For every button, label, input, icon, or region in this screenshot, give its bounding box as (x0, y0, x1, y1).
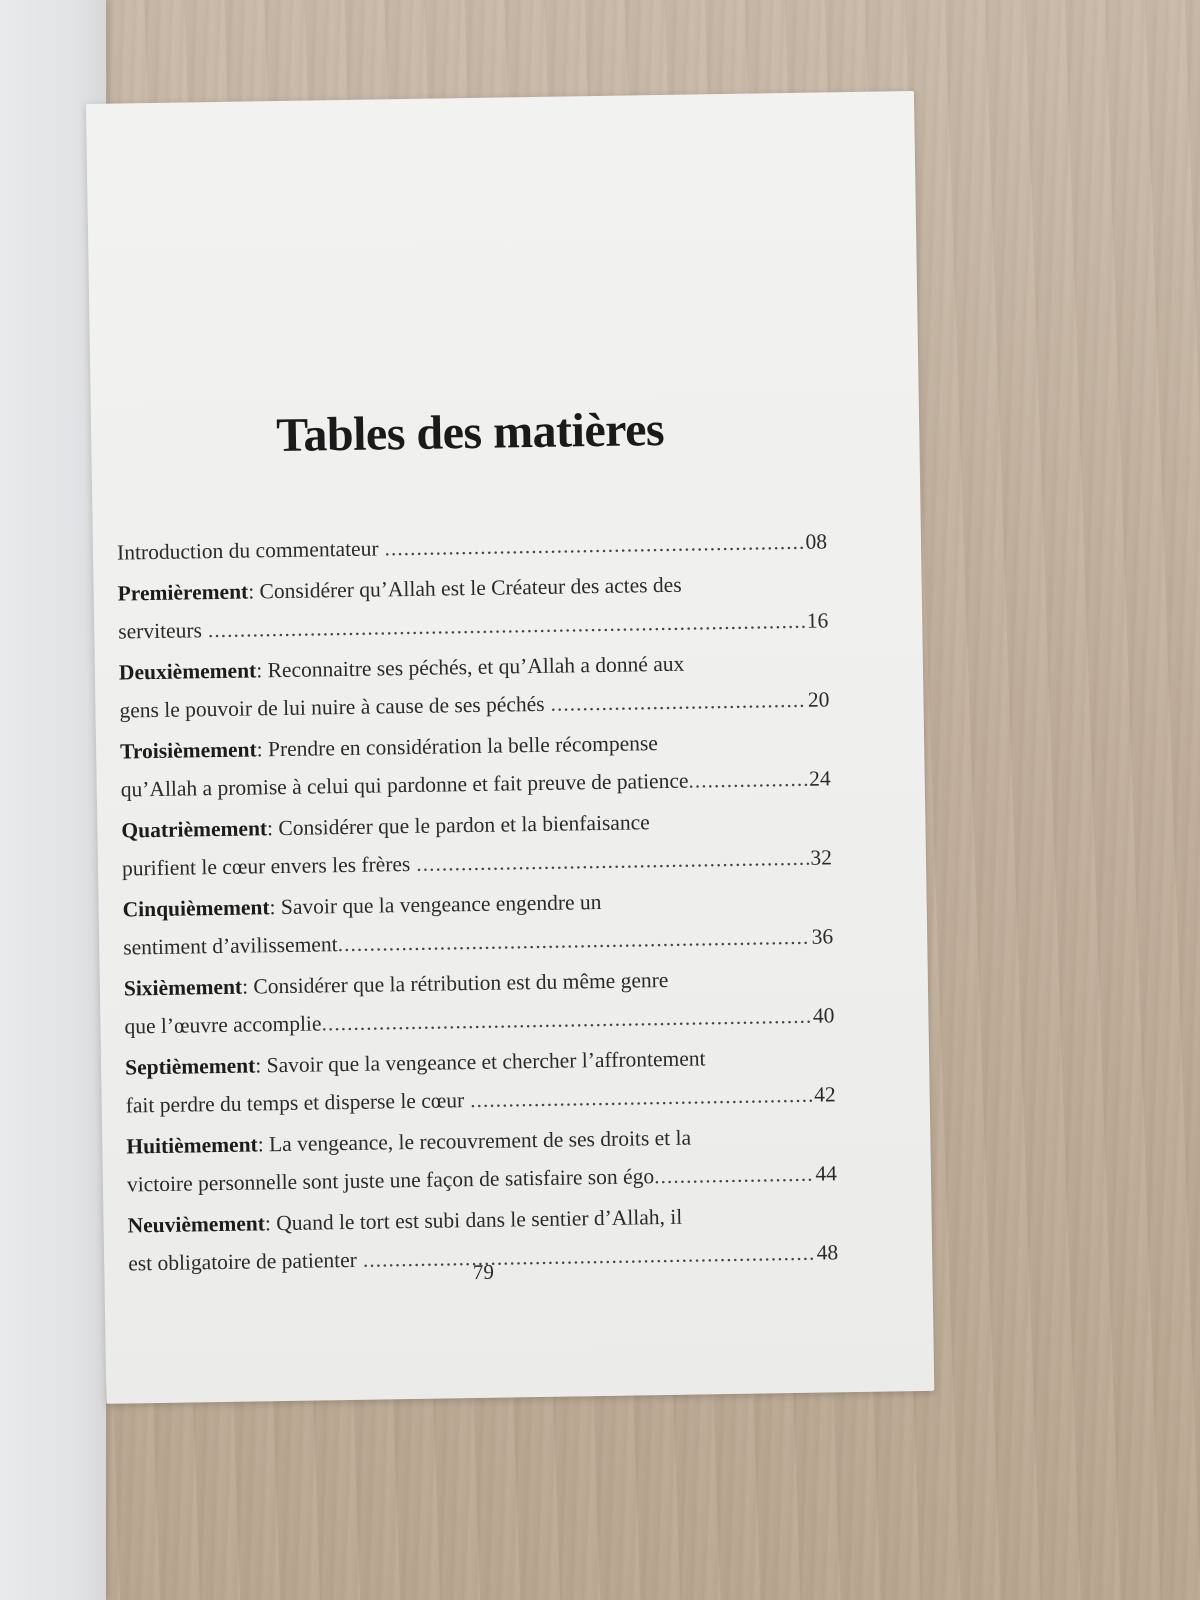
toc-entry-text: : Reconnaitre ses péchés, et qu’Allah a donné aux (256, 651, 685, 683)
toc-entry-quatriemement (121, 800, 832, 887)
toc-entry-text: Introduction du commentateur (116, 536, 379, 565)
page-title: Tables des matières (275, 403, 665, 463)
toc-entry-heading: Huitièmement (126, 1132, 258, 1159)
toc-entry-text: purifient le cœur envers les frères (121, 852, 411, 881)
toc-entry-heading: Troisièmement (119, 737, 257, 764)
toc-entry-text: est obligatoire de patienter (128, 1247, 358, 1276)
dot-leader (337, 918, 810, 963)
toc-entry-premierement (117, 563, 828, 650)
toc-entry-text: : Considérer que le pardon et la bienfaisance (266, 810, 650, 841)
dot-leader (550, 681, 806, 723)
toc-entry-text: : Savoir que la vengeance et chercher l’affrontement (255, 1046, 706, 1078)
dot-leader (321, 997, 811, 1043)
dot-leader (654, 1155, 814, 1195)
toc-entry-sixiemement (124, 958, 835, 1045)
toc-entry-text: : Savoir que la vengeance engendre un (269, 890, 602, 920)
toc-page-ref: 08 (805, 529, 828, 554)
toc-page-ref: 16 (806, 608, 829, 633)
table-of-contents (117, 522, 839, 1285)
toc-entry-heading: Quatrièmement (121, 816, 268, 843)
toc-entry-septiemement (125, 1037, 836, 1124)
dot-leader (470, 1076, 813, 1119)
toc-entry-text: : Quand le tort est subi dans le sentier d’Allah, il (264, 1204, 683, 1236)
toc-page-ref: 24 (808, 766, 831, 791)
toc-page-ref: 40 (812, 1003, 835, 1028)
toc-entry-deuxiemement (119, 642, 830, 729)
toc-entry-text: que l’œuvre accomplie (124, 1011, 322, 1039)
toc-entry-heading: Premièrement (117, 579, 249, 606)
dot-leader (688, 760, 807, 800)
toc-entry-troisiemement (120, 721, 831, 808)
toc-page-ref: 32 (810, 845, 833, 870)
toc-entry-text: victoire personnelle sont juste une façon de satisfaire son égo (126, 1164, 655, 1197)
toc-page-ref: 42 (813, 1082, 836, 1107)
toc-entry-text: : Considérer que la rétribution est du même genre (241, 967, 669, 999)
toc-entry-text: : La vengeance, le recouvrement de ses droits et la (257, 1125, 692, 1157)
dot-leader (208, 602, 805, 649)
toc-page-ref: 44 (815, 1161, 838, 1186)
toc-entry-text: serviteurs (118, 618, 203, 644)
toc-page-ref: 48 (816, 1240, 839, 1265)
toc-entry-huitiemement (126, 1116, 837, 1203)
dot-leader (416, 839, 809, 883)
toc-entry-text: qu’Allah a promise à celui qui pardonne et fait preuve de patience (120, 768, 689, 802)
toc-entry-text: sentiment d’avilissement (123, 932, 338, 960)
toc-entry-text: gens le pouvoir de lui nuire à cause de ses péchés (119, 691, 545, 723)
toc-page-ref: 20 (807, 687, 830, 712)
toc-page-ref: 36 (811, 924, 834, 949)
toc-entry-heading: Septièmement (124, 1053, 256, 1080)
toc-entry-cinquiemement (122, 879, 833, 966)
toc-entry-heading: Cinquièmement (122, 895, 270, 922)
dot-leader (384, 523, 804, 568)
page-number: 79 (472, 1259, 495, 1285)
toc-entry-heading: Sixièmement (123, 974, 243, 1001)
toc-entry-text: : Prendre en considération la belle récompense (256, 731, 659, 762)
toc-entry-heading: Deuxièmement (118, 658, 257, 685)
toc-entry-text: : Considérer qu’Allah est le Créateur des actes des (248, 572, 682, 604)
book-page (86, 91, 934, 1404)
toc-entry-heading: Neuvièmement (127, 1211, 266, 1238)
page-content (110, 92, 839, 1285)
toc-entry-text: fait perdre du temps et disperse le cœur (125, 1088, 465, 1118)
